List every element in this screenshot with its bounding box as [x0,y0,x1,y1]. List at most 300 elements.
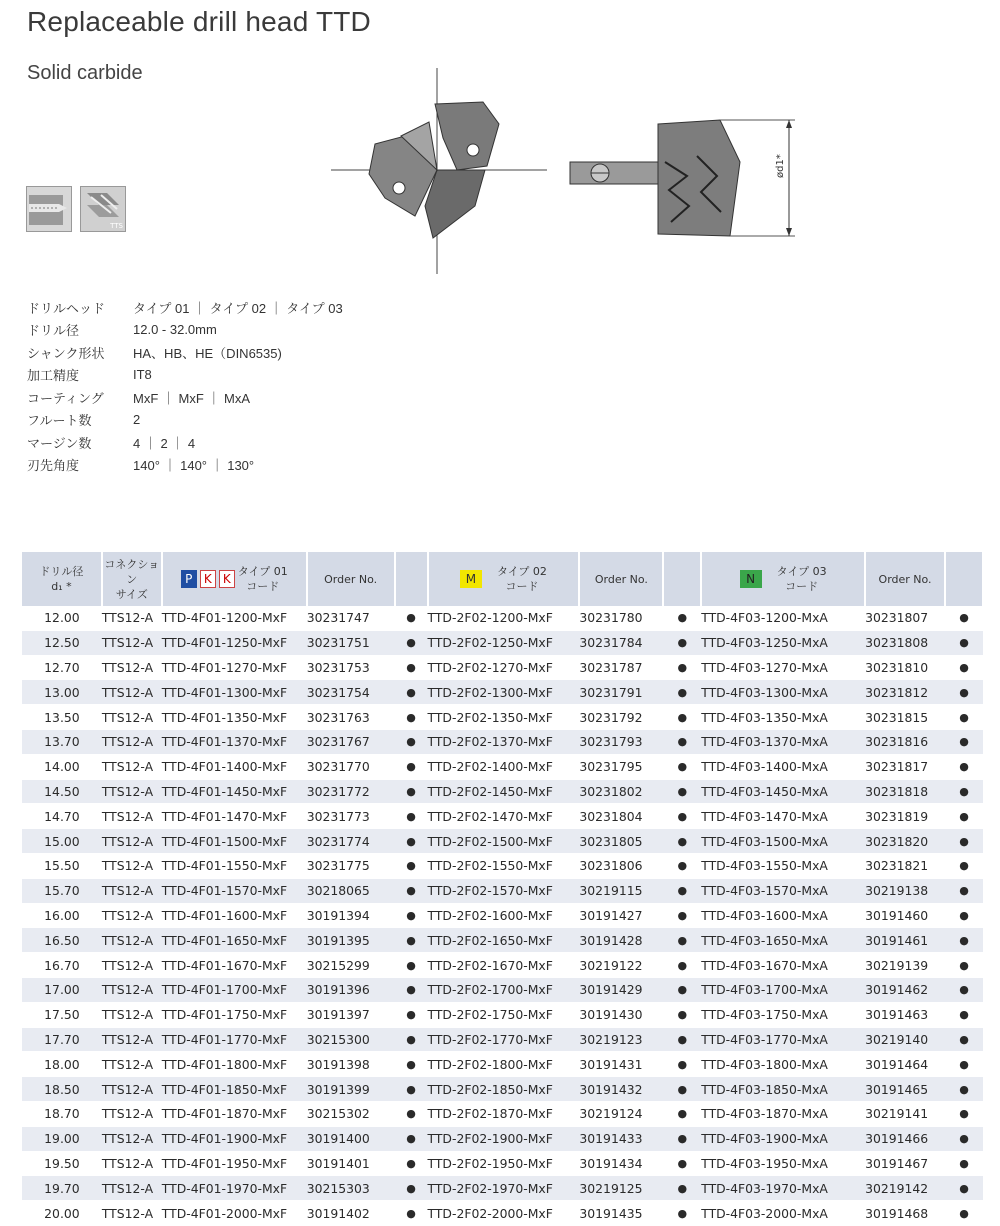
type02-order-cell: 30231805 [579,829,663,854]
type03-code-cell: TTD-4F03-1770-MxA [701,1027,865,1052]
type01-order-cell: 30191401 [307,1151,395,1176]
type01-code-cell: TTD-4F01-1400-MxF [162,754,307,779]
type01-code-cell: TTD-4F01-1600-MxF [162,903,307,928]
type01-mark: ● [395,1027,428,1052]
type03-code-cell: TTD-4F03-1800-MxA [701,1052,865,1077]
type03-mark: ● [945,953,983,978]
type03-order-cell: 30231817 [865,754,945,779]
type03-code-cell: TTD-4F03-1270-MxA [701,655,865,680]
type02-mark: ● [663,1077,701,1102]
table-row [22,754,983,779]
table-row [22,903,983,928]
type01-code-cell: TTD-4F01-1370-MxF [162,729,307,754]
type02-mark: ● [663,1201,701,1226]
spec-value: HA、HB、HE（DIN6535) [133,345,282,361]
connection-cell: TTS12-A [102,977,162,1002]
drill-side-view [570,120,795,236]
type01-order-cell: 30231751 [307,630,395,655]
type02-order-cell: 30191428 [579,928,663,953]
type02-code-cell: TTD-2F02-1550-MxF [428,853,580,878]
type02-order-cell: 30191433 [579,1126,663,1151]
spec-value: 140° ｜ 140° ｜ 130° [133,458,255,474]
table-row [22,1077,983,1102]
diameter-cell: 16.70 [22,953,102,978]
type02-code-cell: TTD-2F02-1250-MxF [428,630,580,655]
type02-order-cell: 30219123 [579,1027,663,1052]
type03-code-cell: TTD-4F03-1900-MxA [701,1126,865,1151]
connection-cell: TTS12-A [102,903,162,928]
type03-order-cell: 30191465 [865,1077,945,1102]
type02-code-cell: TTD-2F02-1470-MxF [428,804,580,829]
type01-order-cell: 30231770 [307,754,395,779]
connection-cell: TTS12-A [102,1201,162,1226]
type02-code-cell: TTD-2F02-1300-MxF [428,680,580,705]
diameter-cell: 12.00 [22,606,102,630]
type01-mark: ● [395,804,428,829]
connection-cell: TTS12-A [102,1151,162,1176]
application-icons [26,186,126,232]
type02-order-cell: 30231792 [579,705,663,730]
spec-label: 刃先角度 [27,458,80,474]
table-row [22,779,983,804]
type02-order-cell: 30231784 [579,630,663,655]
type02-code-cell: TTD-2F02-1750-MxF [428,1002,580,1027]
type02-mark: ● [663,829,701,854]
type01-code-cell: TTD-4F01-1270-MxF [162,655,307,680]
type02-code-cell: TTD-2F02-1200-MxF [428,606,580,630]
type02-mark: ● [663,853,701,878]
type02-code-cell: TTD-2F02-1700-MxF [428,977,580,1002]
type03-code-cell: TTD-4F03-1500-MxA [701,829,865,854]
connection-cell: TTS12-A [102,655,162,680]
diameter-cell: 15.00 [22,829,102,854]
table-row [22,729,983,754]
type01-mark: ● [395,928,428,953]
spec-label: コーティング [27,390,104,406]
type02-code-cell: TTD-2F02-1670-MxF [428,953,580,978]
type01-mark: ● [395,1077,428,1102]
type02-order-cell: 30191435 [579,1201,663,1226]
spec-value: 2 [133,412,141,428]
type02-order-cell: 30219124 [579,1101,663,1126]
type02-mark: ● [663,630,701,655]
type01-order-cell: 30231767 [307,729,395,754]
type03-mark: ● [945,606,983,630]
spec-row [27,386,343,409]
table-row [22,1176,983,1201]
connection-cell: TTS12-A [102,606,162,630]
table-row [22,630,983,655]
type01-mark: ● [395,878,428,903]
type02-order-cell: 30231787 [579,655,663,680]
type01-code-cell: TTD-4F01-1950-MxF [162,1151,307,1176]
type01-code-cell: TTD-4F01-1450-MxF [162,779,307,804]
type02-code-cell: TTD-2F02-1400-MxF [428,754,580,779]
type01-code-cell: TTD-4F01-1970-MxF [162,1176,307,1201]
type02-mark: ● [663,1126,701,1151]
type01-order-cell: 30231772 [307,779,395,804]
header-order-1: Order No. [307,552,395,606]
type01-mark: ● [395,754,428,779]
type03-order-cell: 30231819 [865,804,945,829]
type02-mark: ● [663,754,701,779]
header-order-3: Order No. [865,552,945,606]
type02-order-cell: 30191431 [579,1052,663,1077]
type01-order-cell: 30218065 [307,878,395,903]
type03-code-cell: TTD-4F03-1370-MxA [701,729,865,754]
type02-code-cell: TTD-2F02-1870-MxF [428,1101,580,1126]
diameter-cell: 12.70 [22,655,102,680]
type01-mark: ● [395,655,428,680]
type03-code-cell: TTD-4F03-1950-MxA [701,1151,865,1176]
page-title: Replaceable drill head TTD [27,6,371,37]
type03-order-cell: 30219138 [865,878,945,903]
type03-order-cell: 30231821 [865,853,945,878]
type02-mark: ● [663,928,701,953]
type03-code-cell: TTD-4F03-1200-MxA [701,606,865,630]
table-row [22,1101,983,1126]
diameter-dimension-label: ød1* [775,154,786,178]
type02-order-cell: 30219115 [579,878,663,903]
type01-code-cell: TTD-4F01-1850-MxF [162,1077,307,1102]
type01-code-cell: TTD-4F01-1800-MxF [162,1052,307,1077]
type01-code-cell: TTD-4F01-2000-MxF [162,1201,307,1226]
type01-order-cell: 30231753 [307,655,395,680]
type02-mark: ● [663,1027,701,1052]
type03-code-cell: TTD-4F03-1300-MxA [701,680,865,705]
type03-code-cell: TTD-4F03-1570-MxA [701,878,865,903]
type01-mark: ● [395,853,428,878]
diameter-cell: 18.00 [22,1052,102,1077]
type01-mark: ● [395,705,428,730]
type01-mark: ● [395,977,428,1002]
header-mark-3 [945,552,983,606]
type02-code-cell: TTD-2F02-1570-MxF [428,878,580,903]
diameter-cell: 18.70 [22,1101,102,1126]
type03-code-cell: TTD-4F03-1400-MxA [701,754,865,779]
type03-mark: ● [945,754,983,779]
spec-value: 4 ｜ 2 ｜ 4 [133,435,196,451]
type03-mark: ● [945,1126,983,1151]
type01-code-cell: TTD-4F01-1670-MxF [162,953,307,978]
header-type01: P K K タイプ 01 コード [162,552,307,606]
type03-code-cell: TTD-4F03-1970-MxA [701,1176,865,1201]
table-row [22,928,983,953]
spec-row [27,364,343,387]
table-row [22,804,983,829]
connection-cell: TTS12-A [102,1052,162,1077]
type03-order-cell: 30191460 [865,903,945,928]
type01-order-cell: 30191398 [307,1052,395,1077]
type03-order-cell: 30231820 [865,829,945,854]
type03-mark: ● [945,829,983,854]
spec-label: ドリル径 [27,323,80,339]
type01-mark: ● [395,680,428,705]
type02-mark: ● [663,878,701,903]
type02-order-cell: 30231806 [579,853,663,878]
type03-order-cell: 30191463 [865,1002,945,1027]
connection-cell: TTS12-A [102,1077,162,1102]
connection-cell: TTS12-A [102,729,162,754]
type03-code-cell: TTD-4F03-1850-MxA [701,1077,865,1102]
type02-code-cell: TTD-2F02-1350-MxF [428,705,580,730]
spec-row [27,296,343,319]
type03-code-cell: TTD-4F03-1870-MxA [701,1101,865,1126]
type01-code-cell: TTD-4F01-1250-MxF [162,630,307,655]
type02-mark: ● [663,606,701,630]
header-type02: M タイプ 02 コード [428,552,580,606]
type01-order-cell: 30191400 [307,1126,395,1151]
type01-mark: ● [395,1002,428,1027]
diameter-cell: 20.00 [22,1201,102,1226]
type01-mark: ● [395,1151,428,1176]
header-diameter: ドリル径 d₁ * [22,552,102,606]
type02-order-cell: 30231795 [579,754,663,779]
diameter-cell: 14.70 [22,804,102,829]
connection-cell: TTS12-A [102,630,162,655]
type03-code-cell: TTD-4F03-1670-MxA [701,953,865,978]
type02-mark: ● [663,1151,701,1176]
connection-cell: TTS12-A [102,779,162,804]
type01-order-cell: 30191395 [307,928,395,953]
tts-label: TTS [110,222,123,230]
table-row [22,853,983,878]
table-row [22,829,983,854]
type03-order-cell: 30231818 [865,779,945,804]
material-n-badge: N [740,570,762,588]
type01-code-cell: TTD-4F01-1870-MxF [162,1101,307,1126]
type02-mark: ● [663,1052,701,1077]
connection-cell: TTS12-A [102,680,162,705]
type03-order-cell: 30191468 [865,1201,945,1226]
type01-code-cell: TTD-4F01-1900-MxF [162,1126,307,1151]
spec-row [27,431,343,454]
type01-mark: ● [395,1201,428,1226]
type02-code-cell: TTD-2F02-2000-MxF [428,1201,580,1226]
type02-order-cell: 30191427 [579,903,663,928]
diameter-cell: 18.50 [22,1077,102,1102]
type03-code-cell: TTD-4F03-1700-MxA [701,977,865,1002]
type02-code-cell: TTD-2F02-1500-MxF [428,829,580,854]
header-connection: コネクション サイズ [102,552,162,606]
type02-mark: ● [663,1101,701,1126]
type01-order-cell: 30215302 [307,1101,395,1126]
type03-order-cell: 30231810 [865,655,945,680]
header-order-2: Order No. [579,552,663,606]
type03-order-cell: 30219139 [865,953,945,978]
table-row [22,1052,983,1077]
table-row [22,977,983,1002]
spec-row [27,409,343,432]
type02-order-cell: 30219125 [579,1176,663,1201]
type03-code-cell: TTD-4F03-1650-MxA [701,928,865,953]
type01-code-cell: TTD-4F01-1770-MxF [162,1027,307,1052]
type03-mark: ● [945,903,983,928]
type03-mark: ● [945,655,983,680]
type03-order-cell: 30191467 [865,1151,945,1176]
spec-value: IT8 [133,367,152,383]
type02-order-cell: 30231791 [579,680,663,705]
header-mark-2 [663,552,701,606]
type02-mark: ● [663,804,701,829]
type02-code-cell: TTD-2F02-1370-MxF [428,729,580,754]
type03-mark: ● [945,729,983,754]
connection-cell: TTS12-A [102,804,162,829]
type03-order-cell: 30219142 [865,1176,945,1201]
type01-mark: ● [395,729,428,754]
material-p-badge: P [181,570,197,588]
connection-cell: TTS12-A [102,878,162,903]
type01-code-cell: TTD-4F01-1470-MxF [162,804,307,829]
connection-cell: TTS12-A [102,1027,162,1052]
material-m-badge: M [460,570,482,588]
spec-row [27,341,343,364]
connection-cell: TTS12-A [102,1126,162,1151]
type01-order-cell: 30231754 [307,680,395,705]
type01-mark: ● [395,606,428,630]
type03-order-cell: 30191464 [865,1052,945,1077]
table-row [22,1002,983,1027]
diameter-cell: 16.00 [22,903,102,928]
table-row [22,878,983,903]
type02-mark: ● [663,903,701,928]
type03-mark: ● [945,630,983,655]
type02-mark: ● [663,953,701,978]
type01-code-cell: TTD-4F01-1750-MxF [162,1002,307,1027]
type01-code-cell: TTD-4F01-1570-MxF [162,878,307,903]
type02-order-cell: 30191430 [579,1002,663,1027]
type02-mark: ● [663,655,701,680]
type01-code-cell: TTD-4F01-1700-MxF [162,977,307,1002]
connection-cell: TTS12-A [102,1176,162,1201]
header-mark-1 [395,552,428,606]
type03-code-cell: TTD-4F03-1350-MxA [701,705,865,730]
type02-order-cell: 30191429 [579,977,663,1002]
type01-mark: ● [395,630,428,655]
spec-list [27,296,343,476]
diameter-cell: 14.00 [22,754,102,779]
type01-order-cell: 30231774 [307,829,395,854]
type02-order-cell: 30231793 [579,729,663,754]
type03-code-cell: TTD-4F03-1750-MxA [701,1002,865,1027]
type01-mark: ● [395,1101,428,1126]
header-type03: N タイプ 03 コード [701,552,865,606]
spec-value: MxF ｜ MxF ｜ MxA [133,390,250,406]
type03-order-cell: 30231815 [865,705,945,730]
type02-order-cell: 30219122 [579,953,663,978]
diameter-cell: 19.50 [22,1151,102,1176]
type01-order-cell: 30231747 [307,606,395,630]
type03-mark: ● [945,853,983,878]
type03-mark: ● [945,1151,983,1176]
type03-order-cell: 30231816 [865,729,945,754]
type02-order-cell: 30191432 [579,1077,663,1102]
type02-code-cell: TTD-2F02-1950-MxF [428,1151,580,1176]
type03-mark: ● [945,1002,983,1027]
connection-cell: TTS12-A [102,1002,162,1027]
diameter-cell: 19.00 [22,1126,102,1151]
type01-order-cell: 30215303 [307,1176,395,1201]
type01-code-cell: TTD-4F01-1300-MxF [162,680,307,705]
connection-cell: TTS12-A [102,705,162,730]
type01-code-cell: TTD-4F01-1650-MxF [162,928,307,953]
diameter-cell: 13.70 [22,729,102,754]
diameter-cell: 12.50 [22,630,102,655]
type03-order-cell: 30231807 [865,606,945,630]
spec-row [27,319,343,342]
type01-mark: ● [395,1176,428,1201]
table-row [22,606,983,630]
material-k-badge: K [200,570,216,588]
type02-order-cell: 30191434 [579,1151,663,1176]
type03-mark: ● [945,1052,983,1077]
diameter-cell: 13.50 [22,705,102,730]
type01-mark: ● [395,1126,428,1151]
diameter-cell: 17.50 [22,1002,102,1027]
table-row [22,1151,983,1176]
type03-code-cell: TTD-4F03-1600-MxA [701,903,865,928]
type01-order-cell: 30231775 [307,853,395,878]
tts-connection-icon [80,186,126,232]
diameter-cell: 13.00 [22,680,102,705]
type01-code-cell: TTD-4F01-1350-MxF [162,705,307,730]
connection-cell: TTS12-A [102,754,162,779]
diameter-cell: 16.50 [22,928,102,953]
type03-order-cell: 30191462 [865,977,945,1002]
type01-code-cell: TTD-4F01-1200-MxF [162,606,307,630]
type01-order-cell: 30191396 [307,977,395,1002]
product-table [22,552,984,1226]
diameter-cell: 14.50 [22,779,102,804]
type03-mark: ● [945,928,983,953]
type03-order-cell: 30231808 [865,630,945,655]
type03-mark: ● [945,1101,983,1126]
type03-mark: ● [945,1201,983,1226]
material-k-badge-2: K [219,570,235,588]
drill-application-icon [26,186,72,232]
type01-mark: ● [395,829,428,854]
type02-mark: ● [663,1002,701,1027]
table-row [22,705,983,730]
type02-mark: ● [663,729,701,754]
type03-mark: ● [945,977,983,1002]
type03-code-cell: TTD-4F03-1450-MxA [701,779,865,804]
type01-mark: ● [395,903,428,928]
type03-mark: ● [945,779,983,804]
type01-order-cell: 30215300 [307,1027,395,1052]
spec-label: フルート数 [27,413,92,429]
table-header-row [22,552,983,606]
type01-code-cell: TTD-4F01-1550-MxF [162,853,307,878]
type03-mark: ● [945,1027,983,1052]
drill-head-drawing [325,66,805,278]
page-subtitle: Solid carbide [27,62,143,84]
type03-order-cell: 30231812 [865,680,945,705]
type03-order-cell: 30191461 [865,928,945,953]
type02-mark: ● [663,680,701,705]
spec-value: 12.0 - 32.0mm [133,322,217,338]
type03-mark: ● [945,1077,983,1102]
connection-cell: TTS12-A [102,1101,162,1126]
diameter-cell: 17.70 [22,1027,102,1052]
type03-code-cell: TTD-4F03-1250-MxA [701,630,865,655]
table-row [22,953,983,978]
type03-code-cell: TTD-4F03-1550-MxA [701,853,865,878]
type01-mark: ● [395,1052,428,1077]
type01-code-cell: TTD-4F01-1500-MxF [162,829,307,854]
type02-code-cell: TTD-2F02-1800-MxF [428,1052,580,1077]
spec-label: ドリルヘッド [27,300,106,316]
